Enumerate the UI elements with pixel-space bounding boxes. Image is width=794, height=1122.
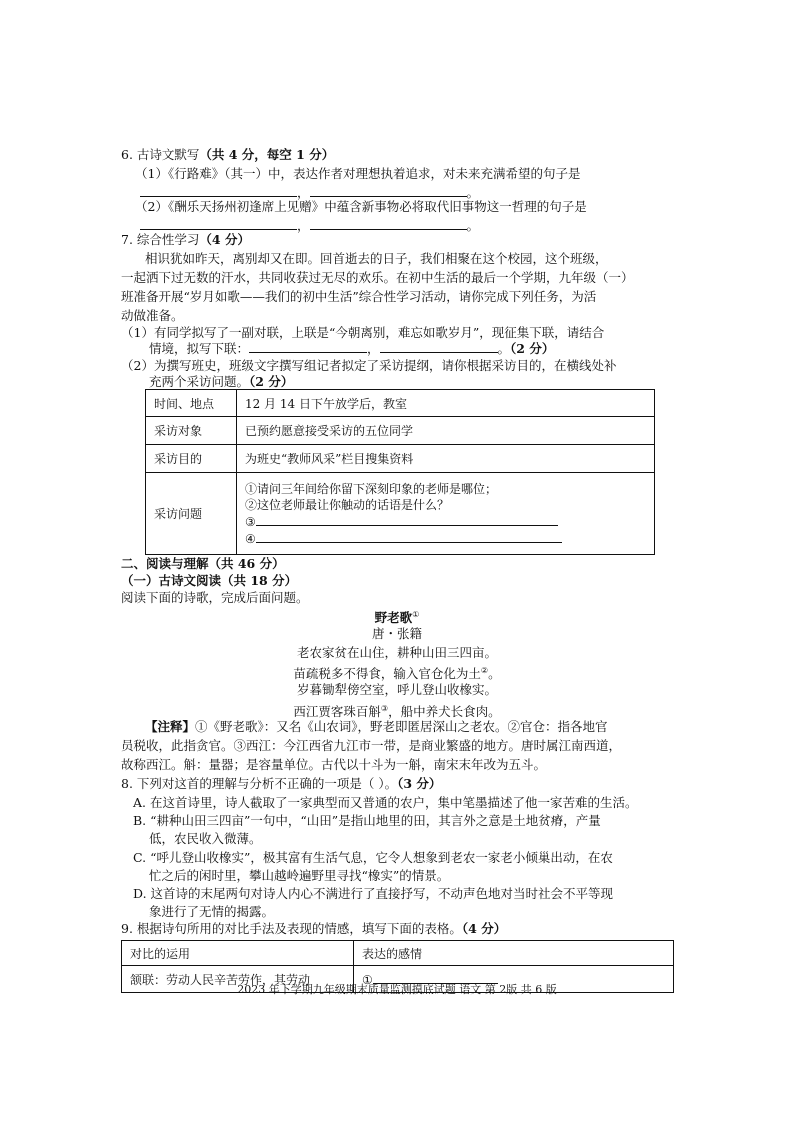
answer-blank[interactable] [310, 215, 467, 230]
table-value: 已预约愿意接受采访的五位同学 [237, 417, 655, 445]
q7-score: （4 分） [199, 232, 250, 247]
q7-heading [121, 229, 250, 250]
answer-blank[interactable] [140, 182, 297, 197]
q6-item1-answer: ， 。 [140, 182, 479, 203]
q9-cell: ① [354, 966, 674, 993]
answer-blank[interactable] [140, 215, 297, 230]
table-label: 时间、地点 [146, 390, 237, 417]
interview-question: ②这位老师最让你触动的话语是什么？ [245, 497, 450, 512]
q6-item1: （1）《行路难》（其一）中，表达作者对理想执着追求，对未来充满希望的句子是 [135, 166, 581, 181]
q6-score: （共 4 分，每空 1 分） [199, 147, 335, 162]
table-value: 为班史“教师风采”栏目搜集资料 [237, 445, 655, 473]
poem-line: 苗疏税多不得食，输入官仓化为土②。 [293, 666, 501, 682]
answer-blank[interactable] [249, 338, 367, 353]
table-label: 采访目的 [146, 445, 237, 473]
q6-item2: （2）《酬乐天扬州初逢席上见赠》中蕴含新事物必将取代旧事物这一哲理的句子是 [135, 199, 587, 214]
q6-item2-answer: ， 。 [140, 215, 479, 236]
table-value: 12 月 14 日下午放学后，教室 [237, 390, 655, 417]
q7-intro-line: 一起洒下过无数的汗水，共同收获过无尽的欢乐。在初中生活的最后一个学期，九年级（一） [121, 270, 634, 285]
answer-blank[interactable] [256, 530, 562, 543]
q7-title: 7. 综合性学习 [121, 232, 200, 247]
q8-option-b-cont: 低，农民收入微薄。 [149, 831, 262, 846]
interview-questions [237, 473, 655, 555]
answer-blank[interactable] [256, 513, 558, 526]
interview-table [145, 389, 655, 555]
q7-intro-line: 相识犹如昨天，离别却又在即。回首逝去的日子，我们相聚在这个校园，这个班级， [145, 251, 608, 266]
notes-line: 员税收，此指贪官。③西江：今江西省九江市一带，是商业繁盛的地方。唐时属江南西道， [121, 738, 622, 753]
poem-author: 唐・张籍 [371, 626, 422, 641]
poem-line: 西江贾客珠百斛③，船中养犬长食肉。 [293, 704, 501, 720]
q8-stem: 8. 下列对这首的理解与分析不正确的一项是（ ）。（3 分） [121, 776, 442, 791]
poem-line: 岁暮锄犁傍空室，呼儿登山收橡实。 [296, 682, 497, 697]
q7-sub2-line1: （2）为撰写班史，班级文字撰写组记者拟定了采访提纲，请你根据采访目的，在横线处补 [121, 358, 617, 373]
q7-intro-line: 班准备开展“岁月如歌——我们的初中生活”综合性学习活动，请你完成下列任务，为活 [121, 289, 597, 304]
section2-title: 二、阅读与理解（共 46 分） [121, 556, 285, 571]
q7-sub2-line2: 充两个采访问题。（2 分） [149, 374, 294, 389]
interview-question-blank: ③ [245, 513, 646, 530]
q9-cell: 颔联：劳动人民辛苦劳作，其劳动 [122, 966, 354, 993]
notes-line: 故称西江。斛：量器；是容量单位。古代以十斗为一斛，南宋末年改为五斗。 [121, 757, 547, 772]
q6-heading [121, 144, 334, 165]
q8-option-d[interactable]: D. 这首诗的末尾两句对诗人内心不满进行了直接抒写，不动声色地对当时社会不平等现 [133, 886, 614, 901]
q7-intro-line: 动做准备。 [121, 308, 184, 323]
q8-option-a[interactable]: A. 在这首诗里，诗人截取了一家典型而又普通的农户，集中笔墨描述了他一家苦难的生活。 [133, 795, 638, 810]
table-label: 采访对象 [146, 417, 237, 445]
section2-instruction: 阅读下面的诗歌，完成后面问题。 [121, 590, 309, 605]
q8-option-c[interactable]: C. “呼儿登山收橡实”，极其富有生活气息，它令人想象到老农一家老小倾巢出动，在农 [133, 850, 613, 865]
q7-sub1-line1: （1）有同学拟写了一副对联，上联是“今朝离别，难忘如歌岁月”，现征集下联，请结合 [121, 325, 605, 340]
interview-question: ①请问三年间给你留下深刻印象的老师是哪位； [245, 481, 498, 496]
answer-blank[interactable] [380, 338, 498, 353]
q8-option-c-cont: 忙之后的闲时里，攀山越岭遍野里寻找“橡实”的情景。 [149, 868, 450, 883]
q9-header: 对比的运用 [122, 941, 354, 966]
q7-sub1-line2: 情境，拟写下联： ， 。（2 分） [149, 338, 554, 359]
notes-label: 【注释】 [145, 719, 196, 734]
q9-stem: 9. 根据诗句所用的对比手法及表现的情感，填写下面的表格。（4 分） [121, 921, 507, 936]
answer-blank[interactable] [310, 182, 467, 197]
page-footer: 2023 年下学期九年级期末质量监测摸底试题 语文 第 2版 共 6 版 [237, 983, 557, 996]
poem-line: 老农家贫在山住，耕种山田三四亩。 [296, 645, 497, 660]
notes-line: 【注释】①《野老歌》：又名《山农词》，野老即匿居深山之老农。②官仓：指各地官 [145, 719, 608, 734]
section2-subtitle: （一）古诗文阅读（共 18 分） [121, 573, 298, 588]
table-label: 采访问题 [146, 473, 237, 555]
interview-question-blank: ④ [245, 530, 646, 547]
poem-title: 野老歌① [374, 610, 420, 626]
q6-title: 6. 古诗文默写 [121, 147, 200, 162]
q8-option-b[interactable]: B. “耕种山田三四亩”一句中，“山田”是指山地里的田，其言外之意是土地贫瘠，产量 [133, 813, 601, 828]
q8-option-d-cont: 象进行了无情的揭露。 [149, 904, 275, 919]
q9-header: 表达的感情 [354, 941, 674, 966]
